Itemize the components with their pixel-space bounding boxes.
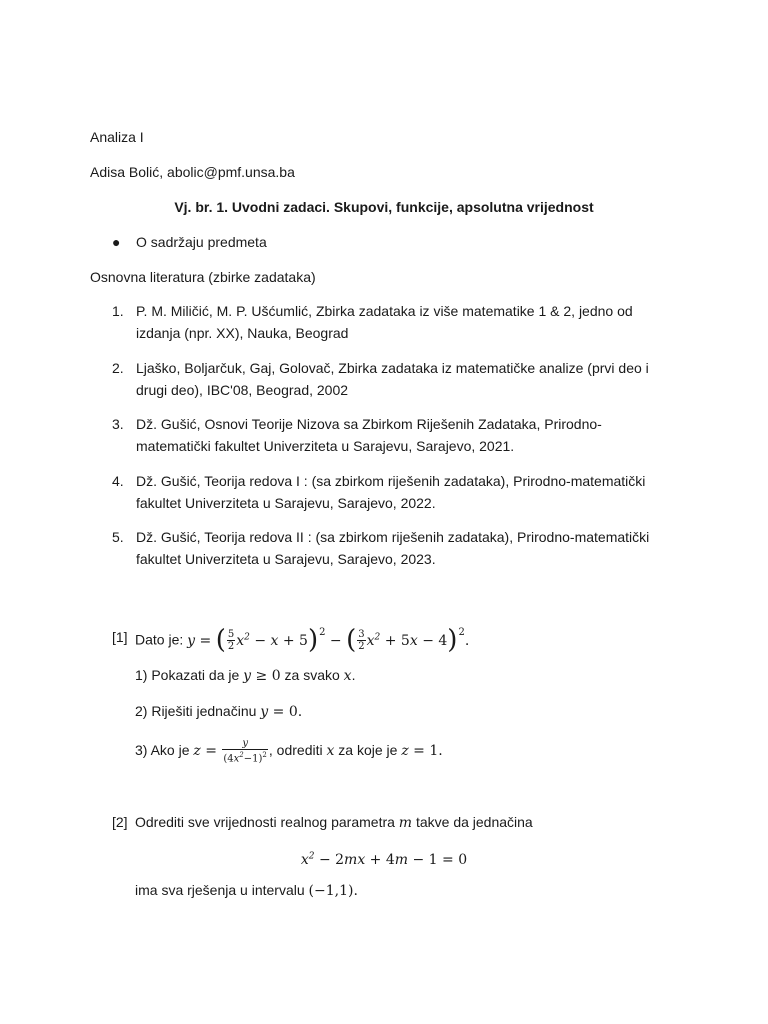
list-item: P. M. Miličić, M. P. Ušćumlić, Zbirka zadataka iz više matematike 1 & 2, jedno od izdanja (npr. XX), Nauka, Beograd bbox=[136, 303, 633, 341]
inline-math: y ≥ 0 bbox=[243, 668, 281, 684]
list-item-number: 4. bbox=[112, 473, 124, 489]
inline-math: x bbox=[343, 668, 352, 684]
problem-1-statement bbox=[135, 624, 470, 655]
part-text: za koje je bbox=[334, 742, 402, 759]
list-item: Dž. Gušić, Teorija redova I : (sa zbirkom riješenih zadataka), Prirodno-matematički fakultet Univerziteta u Sarajevu, Sarajevo, 2022. bbox=[136, 473, 646, 511]
problem-1-part-1: 1) Pokazati da je y ≥ 0 za svako x. bbox=[135, 667, 356, 684]
part-text: 3) Ako je bbox=[135, 742, 194, 759]
problem-2-label: [2] bbox=[112, 814, 128, 830]
problem-1-part-2 bbox=[135, 702, 302, 721]
part-text: 2) Riješiti jednačinu bbox=[135, 703, 261, 719]
list-item: Ljaško, Boljarčuk, Gaj, Golovač, Zbirka zadataka iz matematičke analize (prvi deo i drugi deo), IBC'08, Beograd, 2002 bbox=[136, 360, 649, 398]
problem-1-formula: y = ( $\frac{5}{2}$ $x^2 - x + 5)^2$ − ( $\frac{3}{2}$ $x^2 + 5x - 4)^2$. bbox=[187, 624, 470, 655]
list-item: Dž. Gušić, Osnovi Teorije Nizova sa Zbirkom Riješenih Zadataka, Prirodno-matematički fakultet Univerziteta u Sarajevu, Sarajevo, 2021. bbox=[136, 416, 602, 454]
problem-2-conclusion bbox=[135, 881, 358, 900]
part-text: , odrediti bbox=[268, 742, 327, 759]
problem-1-part-3 bbox=[135, 738, 443, 764]
document-title: Vj. br. 1. Uvodni zadaci. Skupovi, funkcije, apsolutna vrijednost bbox=[174, 199, 594, 215]
list-item-number: 1. bbox=[112, 303, 124, 319]
inline-math: z = $\frac{y}{(4x^2-1)^2}$ bbox=[193, 738, 267, 765]
problem-text: Odrediti sve vrijednosti realnog parametra bbox=[135, 814, 399, 830]
problem-1-intro: Dato je: bbox=[135, 631, 188, 648]
list-item-number: 3. bbox=[112, 416, 124, 432]
list-item: Dž. Gušić, Teorija redova II : (sa zbirkom riješenih zadataka), Prirodno-matematički fakultet Univerziteta u Sarajevu, Sarajevo, 2023. bbox=[136, 529, 650, 567]
course-name: Analiza I bbox=[90, 129, 144, 145]
problem-text: ima sva rješenja u intervalu bbox=[135, 882, 309, 898]
inline-math: m bbox=[398, 815, 413, 831]
inline-math: x bbox=[326, 743, 335, 760]
part-text: za svako bbox=[280, 667, 344, 683]
inline-math: z = 1. bbox=[401, 743, 443, 760]
literature-heading: Osnovna literatura (zbirke zadataka) bbox=[90, 269, 316, 285]
inline-math: y = 0. bbox=[260, 704, 303, 720]
list-item-number: 2. bbox=[112, 360, 124, 376]
inline-math: (−1,1). bbox=[308, 883, 358, 899]
bullet-dot-icon: ● bbox=[112, 234, 121, 250]
problem-2-statement bbox=[135, 813, 533, 832]
part-text: 1) Pokazati da je bbox=[135, 667, 244, 683]
problem-1-label: [1] bbox=[112, 629, 128, 645]
problem-2-equation: $x^2 - 2mx + 4m - 1 = 0$ bbox=[300, 851, 468, 868]
list-item-number: 5. bbox=[112, 529, 124, 545]
problem-text: takve da jednačina bbox=[412, 814, 533, 830]
bullet-item: O sadržaju predmeta bbox=[136, 234, 267, 250]
author-line: Adisa Bolić, abolic@pmf.unsa.ba bbox=[90, 164, 295, 180]
